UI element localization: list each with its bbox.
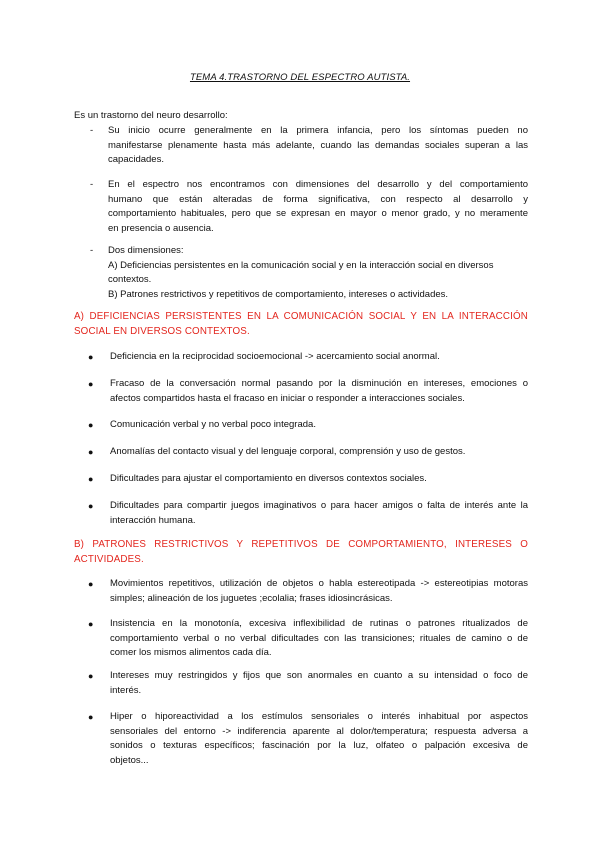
bullet-line: comportamiento verbal o no verbal dificultades con las transiciones; rituales de camino o de bbox=[110, 632, 528, 644]
section-a-heading bbox=[74, 310, 528, 339]
list-item bbox=[74, 350, 528, 365]
dash-item bbox=[74, 124, 528, 168]
list-item bbox=[74, 377, 528, 406]
list-item bbox=[74, 418, 528, 433]
dash-line: Dos dimensiones: bbox=[108, 245, 184, 256]
bullet-line: interés. bbox=[110, 684, 142, 696]
list-item bbox=[74, 445, 528, 460]
bullet-line: afectos compartidos hasta el fracaso en iniciar o responder a interacciones sociales. bbox=[110, 392, 465, 404]
heading-line: SOCIAL EN DIVERSOS CONTEXTOS. bbox=[74, 325, 250, 337]
bullet-line: sonidos o texturas específicos; fascinación por la luz, olfateo o palpación excesiva de bbox=[110, 740, 528, 751]
list-item bbox=[74, 577, 528, 606]
dash-line: comportamiento habituales, pero que se expresan en mayor o menor grado, y no meramente bbox=[108, 208, 528, 219]
bullet-line: Anomalías del contacto visual y del lenguaje corporal, comprensión y uso de gestos. bbox=[110, 446, 466, 457]
dash-marker: - bbox=[90, 179, 94, 190]
dash-marker: - bbox=[90, 125, 94, 136]
bullet-line: Intereses muy restringidos y fijos que son anormales en cuanto a su intensidad o foco de bbox=[110, 670, 528, 681]
intro-text: Es un trastorno del neuro desarrollo: bbox=[74, 110, 228, 121]
dash-line: en presencia o ausencia. bbox=[108, 222, 214, 234]
dash-line: Su inicio ocurre generalmente en la primera infancia, pero los síntomas pueden no bbox=[108, 125, 528, 136]
list-item bbox=[74, 499, 528, 528]
bullet-icon: ● bbox=[88, 671, 94, 681]
dash-line: B) Patrones restrictivos y repetitivos de comportamiento, intereses o actividades. bbox=[108, 288, 449, 300]
bullet-line: simples; alineación de los juguetes ;ecolalia; frases idiosincrásicas. bbox=[110, 592, 393, 604]
bullet-line: Deficiencia en la reciprocidad socioemocional -> acercamiento social anormal. bbox=[110, 351, 440, 362]
document-title: TEMA 4.TRASTORNO DEL ESPECTRO AUTISTA. bbox=[189, 72, 411, 83]
dash-line: contextos. bbox=[108, 274, 152, 285]
list-item bbox=[74, 710, 528, 768]
dash-item bbox=[74, 244, 528, 302]
dash-line: humano que están alteradas de forma significativa, con respecto al desarrollo y bbox=[108, 193, 528, 205]
dash-line: capacidades. bbox=[108, 154, 164, 165]
bullet-line: comer los mismos alimentos cada día. bbox=[110, 647, 272, 658]
dash-line: manifestarse plenamente hasta más adelante, cuando las demandas sociales superan a las bbox=[108, 139, 528, 151]
bullet-icon: ● bbox=[88, 352, 94, 362]
bullet-icon: ● bbox=[88, 501, 94, 511]
bullet-icon: ● bbox=[88, 379, 94, 389]
bullet-line: Comunicación verbal y no verbal poco integrada. bbox=[110, 419, 316, 430]
bullet-line: Movimientos repetitivos, utilización de objetos o habla estereotipada -> estereotipias motoras bbox=[110, 578, 528, 589]
dash-line: A) Deficiencias persistentes en la comunicación social y en la interacción social en diversos bbox=[108, 259, 494, 271]
bullet-line: Dificultades para ajustar el comportamiento en diversos contextos sociales. bbox=[110, 473, 427, 484]
dash-item bbox=[74, 178, 528, 236]
list-item bbox=[74, 472, 528, 487]
list-item bbox=[74, 669, 528, 698]
dash-line: En el espectro nos encontramos con dimensiones del desarrollo y del comportamiento bbox=[108, 179, 528, 190]
bullet-icon: ● bbox=[88, 579, 94, 589]
bullet-icon: ● bbox=[88, 447, 94, 457]
section-b-heading bbox=[74, 538, 528, 567]
bullet-line: Hiper o hiporeactividad a los estímulos sensoriales o interés inhabitual por aspectos bbox=[110, 711, 528, 722]
list-item bbox=[74, 617, 528, 661]
bullet-line: sensoriales del entorno -> indiferencia aparente al dolor/temperatura; respuesta adversa a bbox=[110, 725, 528, 737]
heading-line: A) DEFICIENCIAS PERSISTENTES EN LA COMUNICACIÓN SOCIAL Y EN LA INTERACCIÓN bbox=[74, 311, 528, 322]
heading-line: ACTIVIDADES. bbox=[74, 553, 144, 565]
bullet-line: Dificultades para compartir juegos imaginativos o para hacer amigos o falta de interés ante la bbox=[110, 500, 528, 511]
bullet-icon: ● bbox=[88, 474, 94, 484]
dash-marker: - bbox=[90, 245, 94, 256]
bullet-line: interacción humana. bbox=[110, 514, 196, 526]
bullet-icon: ● bbox=[88, 619, 94, 629]
bullet-line: Insistencia en la monotonía, excesiva inflexibilidad de rutinas o patrones ritualizados de bbox=[110, 618, 528, 629]
bullet-icon: ● bbox=[88, 712, 94, 722]
bullet-icon: ● bbox=[88, 420, 94, 430]
bullet-line: objetos... bbox=[110, 754, 149, 766]
heading-line: B) PATRONES RESTRICTIVOS Y REPETITIVOS DE COMPORTAMIENTO, INTERESES O bbox=[74, 539, 528, 550]
bullet-line: Fracaso de la conversación normal pasando por la disminución en intereses, emociones o bbox=[110, 378, 528, 389]
